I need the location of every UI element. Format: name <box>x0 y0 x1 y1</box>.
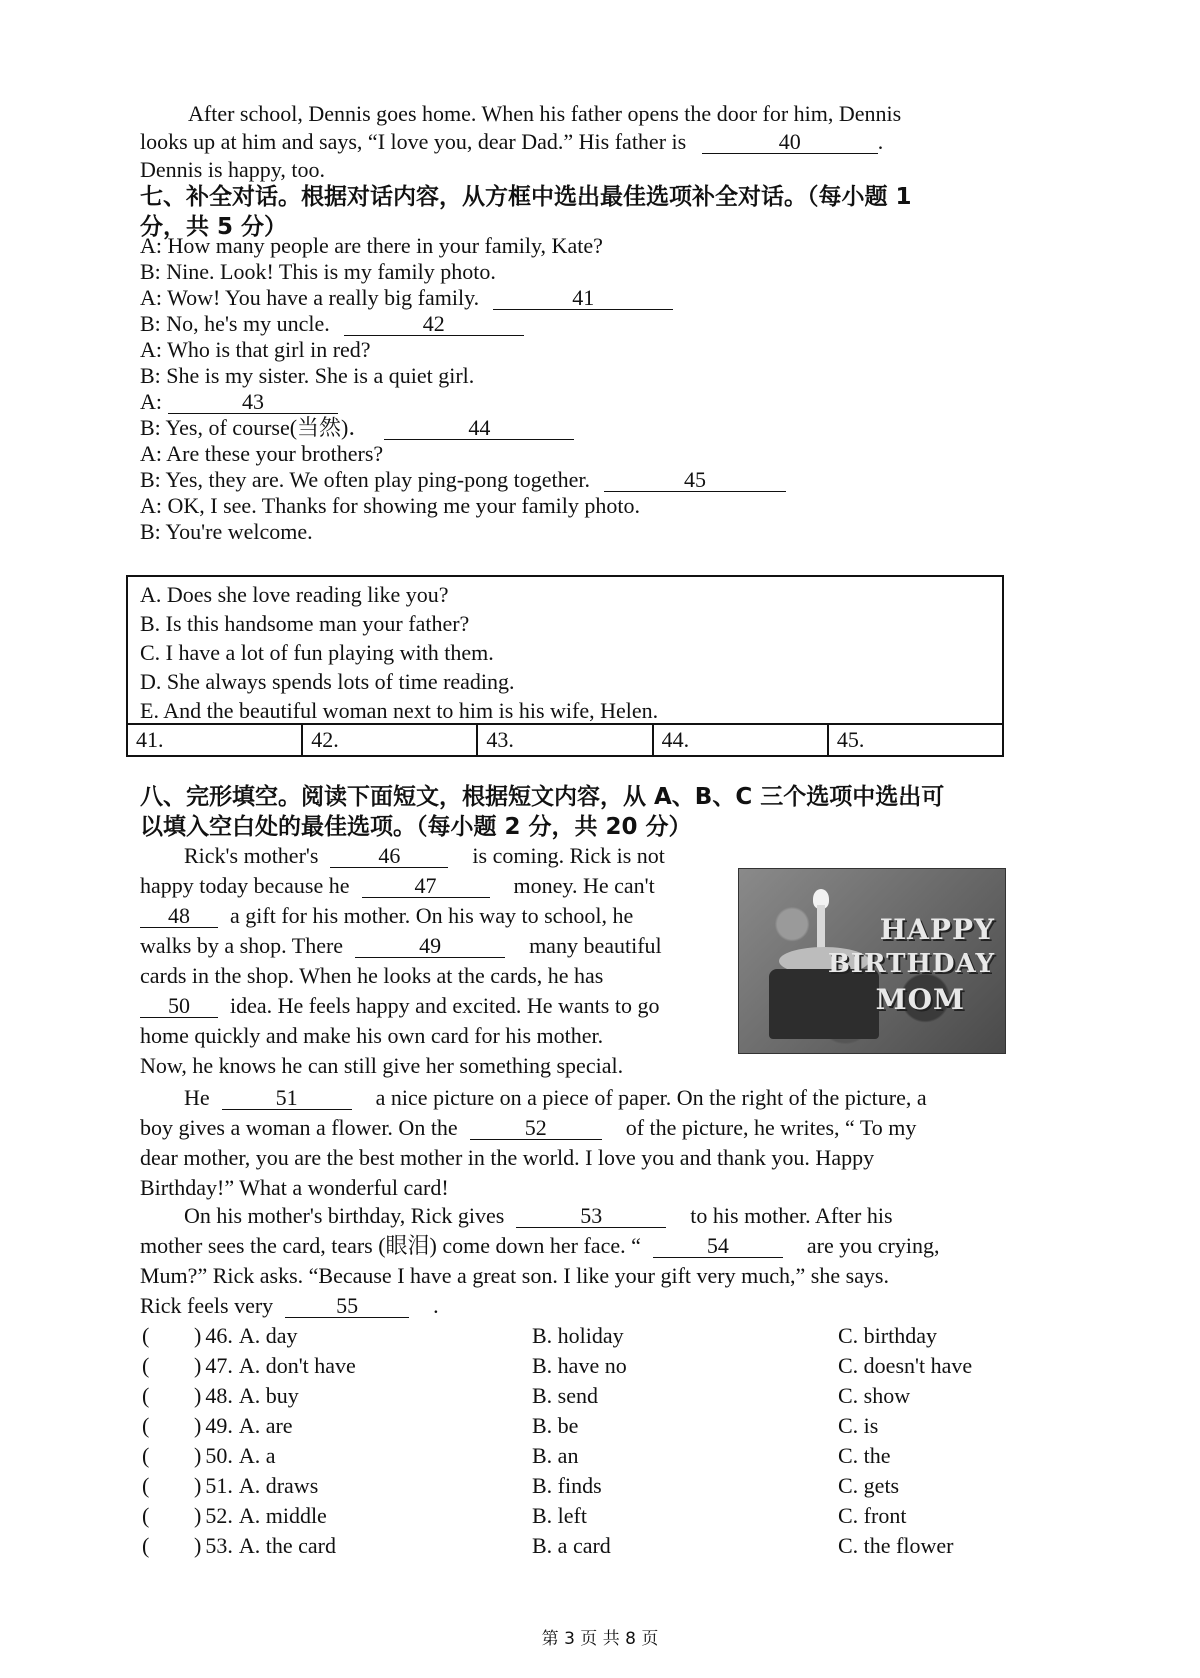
option-c-text: C. doesn't have <box>838 1353 973 1378</box>
blank-43: 43 <box>168 391 338 414</box>
dialog-text: B: You're welcome. <box>140 519 313 544</box>
answer-grid <box>128 723 1002 757</box>
blank-44: 44 <box>384 417 574 440</box>
section-8-title-line-1: 八、完形填空。阅读下面短文，根据短文内容，从 A、B、C 三个选项中选出可 <box>140 784 945 810</box>
paragraph-text: walks by a shop. There <box>140 933 344 958</box>
question-option-a <box>194 1322 297 1350</box>
answer-bracket-close: ) <box>194 1323 202 1348</box>
question-option-a <box>194 1382 299 1410</box>
cake-icon <box>769 969 879 1039</box>
dialog-line <box>140 414 574 442</box>
answer-bracket-close: ) <box>194 1533 202 1558</box>
question-number: 46. <box>205 1323 233 1348</box>
dialog-line <box>140 440 383 468</box>
dialog-line <box>140 362 474 390</box>
dialog-line <box>140 336 371 364</box>
option-item: B. Is this handsome man your father? <box>140 611 470 636</box>
answer-bracket-close: ) <box>194 1383 202 1408</box>
answer-bracket-close: ) <box>194 1443 202 1468</box>
question-number: 51. <box>205 1473 233 1498</box>
paragraph-text: are you crying, <box>806 1233 940 1258</box>
answer-bracket-open: ( <box>142 1413 150 1438</box>
answer-cell: 45. <box>836 727 865 752</box>
paragraph-text: He <box>184 1085 210 1110</box>
intro-line-2-end: . <box>877 129 884 154</box>
dialog-line <box>140 258 496 286</box>
paragraph-text: On his mother's birthday, Rick gives <box>184 1203 505 1228</box>
paragraph-line <box>140 1052 623 1080</box>
dialog-line <box>140 310 524 338</box>
paragraph-line <box>184 1084 927 1112</box>
intro-line-3: Dennis is happy, too. <box>140 157 325 182</box>
answer-bracket-open: ( <box>142 1503 150 1528</box>
blank-50: 50 <box>140 995 218 1018</box>
option-a-text: A. buy <box>238 1383 299 1408</box>
birthday-card-image <box>738 868 1006 1054</box>
intro-line-2 <box>140 128 883 156</box>
paragraph-text: cards in the shop. When he looks at the cards, he has <box>140 963 604 988</box>
option-a-text: A. a <box>238 1443 276 1468</box>
section-7-title-line-2: 分，共 5 分） <box>140 214 288 240</box>
dialog-line <box>140 518 313 546</box>
option-a-text: A. draws <box>238 1473 319 1498</box>
dialog-line <box>140 284 673 312</box>
option-b-text: B. have no <box>532 1353 627 1378</box>
paragraph-text: a gift for his mother. On his way to school, he <box>230 903 634 928</box>
blank-52: 52 <box>470 1117 602 1140</box>
paragraph-text: Rick's mother's <box>184 843 319 868</box>
dialog-text: A: Are these your brothers? <box>140 441 384 466</box>
paragraph-line <box>184 1202 893 1230</box>
blank-45: 45 <box>604 469 786 492</box>
question-number: 50. <box>205 1443 233 1468</box>
paragraph-line <box>140 902 633 930</box>
blank-47: 47 <box>362 875 490 898</box>
paragraph-text: home quickly and make his own card for his mother. <box>140 1023 604 1048</box>
dialog-line <box>140 388 338 416</box>
paragraph-text: dear mother, you are the best mother in the world. I love you and thank you. Happy <box>140 1145 875 1170</box>
option-b-text: B. an <box>532 1443 579 1468</box>
blank-53: 53 <box>516 1205 666 1228</box>
section-8-title-line-2: 以填入空白处的最佳选项。（每小题 2 分，共 20 分） <box>140 814 692 840</box>
option-item: D. She always spends lots of time reading. <box>140 669 515 694</box>
option-c-text: C. is <box>838 1413 879 1438</box>
dialog-text: B: She is my sister. She is a quiet girl. <box>140 363 475 388</box>
paragraph-line <box>140 1262 889 1290</box>
answer-bracket-open: ( <box>142 1533 150 1558</box>
dialog-text: B: No, he's my uncle. <box>140 311 330 336</box>
option-item: C. I have a lot of fun playing with them. <box>140 640 494 665</box>
answer-cell: 41. <box>128 725 303 757</box>
dialog-text: B: Yes, they are. We often play ping-pong together. <box>140 467 590 492</box>
paragraph-text: happy today because he <box>140 873 350 898</box>
dialog-text: B: Yes, of course(当然)． <box>140 415 371 440</box>
blank-42: 42 <box>344 313 524 336</box>
paragraph-text: Now, he knows he can still give her something special. <box>140 1053 624 1078</box>
blank-49: 49 <box>355 935 505 958</box>
option-b-text: B. be <box>532 1413 579 1438</box>
option-c-text: C. show <box>838 1383 911 1408</box>
answer-bracket-open: ( <box>142 1383 150 1408</box>
page-footer: 第 3 页 共 8 页 <box>541 1629 659 1649</box>
answer-cell: 44. <box>654 725 829 757</box>
option-b-text: B. holiday <box>532 1323 624 1348</box>
paragraph-text: Mum?” Rick asks. “Because I have a great son. I like your gift very much,” she says. <box>140 1263 889 1288</box>
paragraph-text: idea. He feels happy and excited. He wants to go <box>230 993 660 1018</box>
option-c-text: C. birthday <box>838 1323 937 1348</box>
question-number: 52. <box>205 1503 233 1528</box>
intro-line-2-text: looks up at him and says, “I love you, dear Dad.” His father is <box>140 129 687 154</box>
answer-bracket-close: ) <box>194 1353 202 1378</box>
option-a-text: A. the card <box>238 1533 336 1558</box>
paragraph-text: Rick feels very <box>140 1293 274 1318</box>
blank-41: 41 <box>493 287 673 310</box>
dialog-text: A: OK, I see. Thanks for showing me your family photo. <box>140 493 641 518</box>
option-a-text: A. are <box>238 1413 293 1438</box>
answer-bracket-open: ( <box>142 1353 150 1378</box>
option-a-text: A. middle <box>238 1503 327 1528</box>
option-c-text: C. the <box>838 1443 891 1468</box>
option-b-text: B. send <box>532 1383 598 1408</box>
blank-40: 40 <box>702 131 878 154</box>
paragraph-line <box>140 932 662 960</box>
paragraph-text: money. He can't <box>513 873 655 898</box>
dialog-text: B: Nine. Look! This is my family photo. <box>140 259 496 284</box>
dialog-line <box>140 492 640 520</box>
question-number: 48. <box>205 1383 233 1408</box>
answer-bracket-close: ) <box>194 1413 202 1438</box>
question-number: 49. <box>205 1413 233 1438</box>
answer-bracket-open: ( <box>142 1323 150 1348</box>
options-box <box>126 575 1004 757</box>
answer-bracket-open: ( <box>142 1443 150 1468</box>
blank-46: 46 <box>330 845 448 868</box>
option-a-text: A. day <box>238 1323 298 1348</box>
dialog-text: A: <box>140 389 162 414</box>
option-c-text: C. the flower <box>838 1533 954 1558</box>
answer-bracket-open: ( <box>142 1473 150 1498</box>
question-option-a <box>194 1472 318 1500</box>
image-text-birthday: BIRTHDAY <box>827 949 995 979</box>
paragraph-line <box>140 1174 449 1202</box>
question-option-a <box>194 1502 327 1530</box>
option-c-text: C. gets <box>838 1473 900 1498</box>
option-c-text: C. front <box>838 1503 907 1528</box>
question-option-a <box>194 1352 356 1380</box>
image-text-mom: MOM <box>875 983 965 1016</box>
image-text-happy: HAPPY <box>879 913 995 946</box>
option-b-text: B. finds <box>532 1473 602 1498</box>
question-option-a <box>194 1532 336 1560</box>
dialog-line <box>140 466 786 494</box>
option-item: E. And the beautiful woman next to him is his wife, Helen. <box>140 698 659 723</box>
paragraph-line <box>140 1292 439 1320</box>
option-b-text: B. a card <box>532 1533 611 1558</box>
paragraph-line <box>140 1114 916 1142</box>
candle-icon <box>817 905 825 949</box>
answer-cell: 42. <box>303 725 478 757</box>
dialog-text: A: Wow! You have a really big family. <box>140 285 480 310</box>
blank-51: 51 <box>222 1087 352 1110</box>
question-number: 47. <box>205 1353 233 1378</box>
paragraph-line <box>140 872 655 900</box>
paragraph-line <box>140 992 659 1020</box>
paragraph-line <box>184 842 665 870</box>
answer-bracket-close: ) <box>194 1473 202 1498</box>
answer-cell: 43. <box>478 725 653 757</box>
dialog-line <box>140 232 603 260</box>
blank-55: 55 <box>285 1295 409 1318</box>
option-b-text: B. left <box>532 1503 587 1528</box>
paragraph-text: a nice picture on a piece of paper. On the right of the picture, a <box>375 1085 927 1110</box>
paragraph-text: of the picture, he writes, “ To my <box>625 1115 917 1140</box>
paragraph-text: mother sees the card, tears (眼泪) come down her face. “ <box>140 1233 641 1258</box>
blank-54: 54 <box>653 1235 783 1258</box>
paragraph-text: . <box>433 1293 439 1318</box>
question-option-a <box>194 1442 275 1470</box>
dialog-text: A: Who is that girl in red? <box>140 337 371 362</box>
paragraph-text: Birthday!” What a wonderful card! <box>140 1175 449 1200</box>
paragraph-line <box>140 1144 874 1172</box>
question-number: 53. <box>205 1533 233 1558</box>
option-a-text: A. don't have <box>238 1353 356 1378</box>
paragraph-text: many beautiful <box>529 933 662 958</box>
blank-48: 48 <box>140 905 218 928</box>
paragraph-line <box>140 962 603 990</box>
paragraph-line <box>140 1232 939 1260</box>
question-option-a <box>194 1412 293 1440</box>
paragraph-text: boy gives a woman a flower. On the <box>140 1115 458 1140</box>
paragraph-text: to his mother. After his <box>690 1203 893 1228</box>
section-7-title-line-1: 七、补全对话。根据对话内容，从方框中选出最佳选项补全对话。（每小题 1 <box>140 184 912 210</box>
option-item: A. Does she love reading like you? <box>140 582 449 607</box>
paragraph-text: is coming. Rick is not <box>472 843 665 868</box>
paragraph-line <box>140 1022 603 1050</box>
answer-bracket-close: ) <box>194 1503 202 1528</box>
dialog-text: A: How many people are there in your family, Kate? <box>140 233 603 258</box>
intro-line-1: After school, Dennis goes home. When his father opens the door for him, Dennis <box>188 101 902 126</box>
